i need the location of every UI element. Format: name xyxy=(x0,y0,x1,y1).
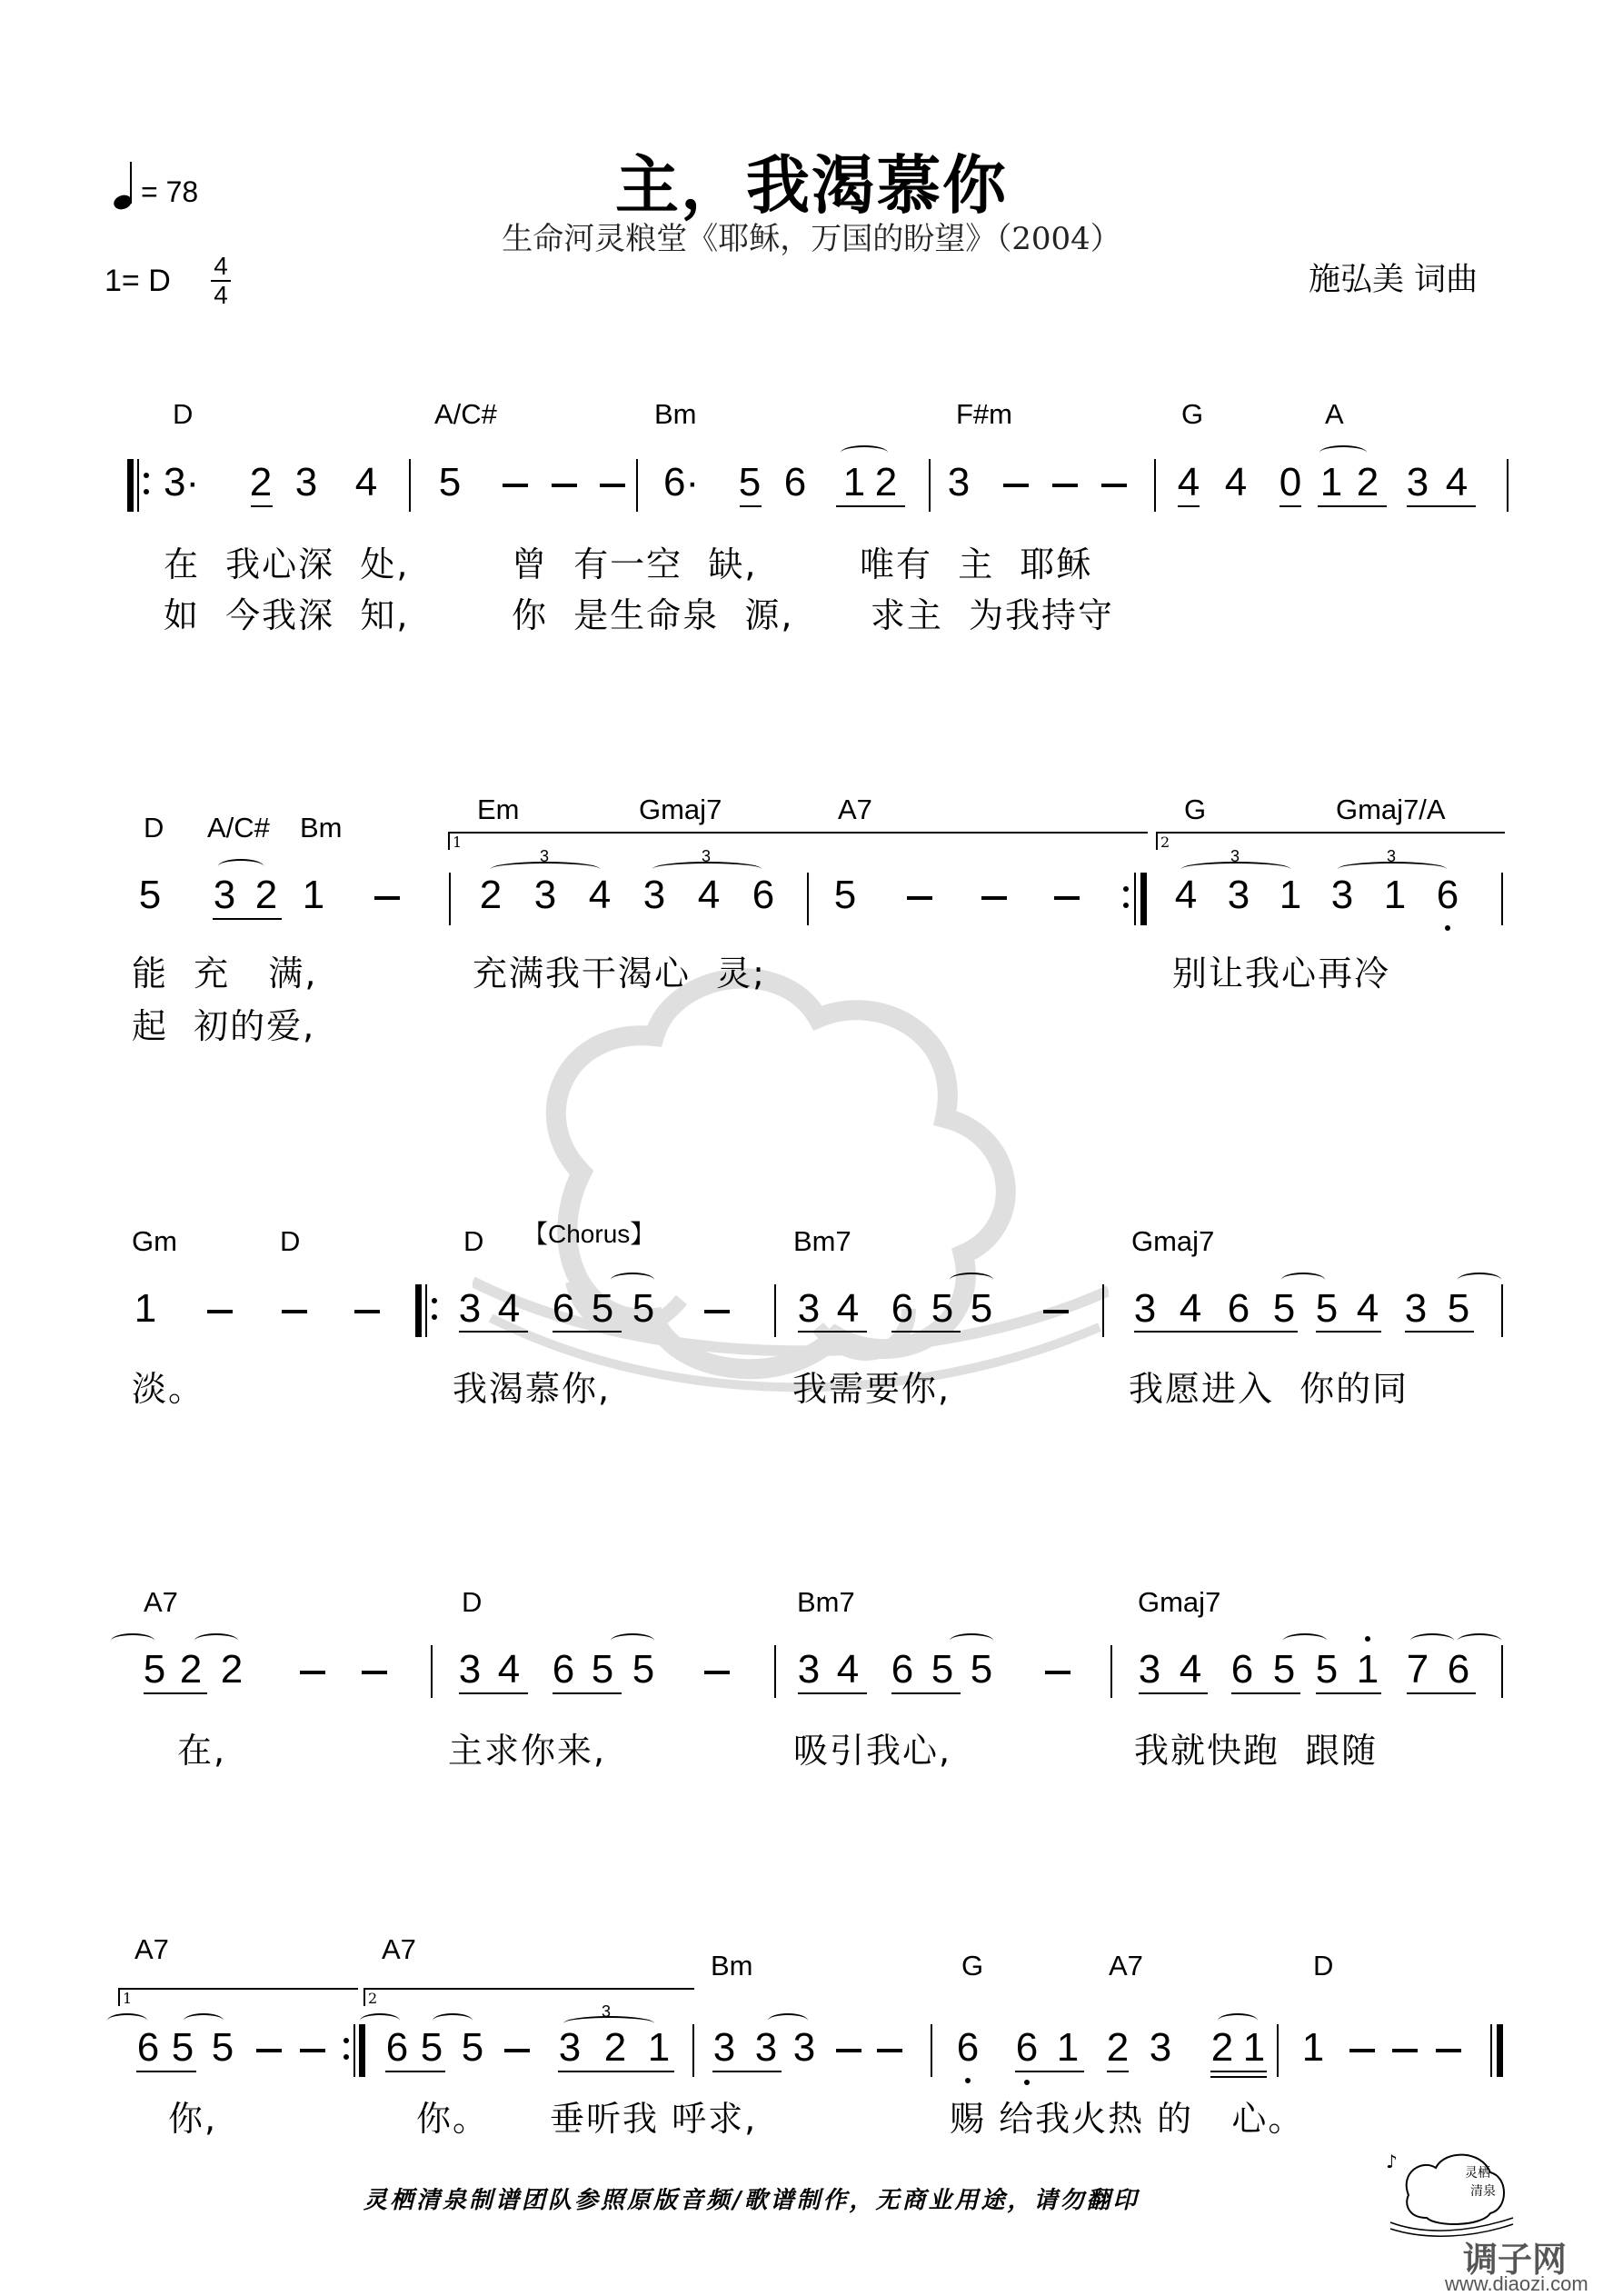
underline xyxy=(1139,1692,1208,1694)
note: 5 xyxy=(591,1286,614,1331)
dash xyxy=(300,2049,325,2052)
chord: D xyxy=(463,1225,484,1257)
note: 3 xyxy=(213,873,236,917)
note: 5 xyxy=(632,1286,655,1331)
note: 2 xyxy=(249,460,273,504)
dash xyxy=(354,1310,380,1313)
underline xyxy=(836,505,905,507)
chord: Bm7 xyxy=(793,1225,851,1257)
tie xyxy=(1281,1273,1325,1287)
chord: A7 xyxy=(134,1933,169,1965)
chord: D xyxy=(462,1586,483,1618)
note: 1 xyxy=(1356,1647,1379,1692)
tie xyxy=(611,1273,654,1287)
chord: G xyxy=(1184,794,1207,825)
time-sig-top: 4 xyxy=(214,252,228,280)
note: 0 xyxy=(1279,460,1302,504)
note: 5 xyxy=(211,2025,234,2070)
note: 3 xyxy=(1227,873,1250,917)
note: 3 xyxy=(642,873,666,917)
chord: Gm xyxy=(132,1225,177,1257)
note: 4 xyxy=(1177,460,1200,504)
svg-text:清泉: 清泉 xyxy=(1470,2184,1496,2199)
note: 5 xyxy=(591,1647,614,1692)
underline xyxy=(1231,1692,1300,1694)
note: 2 xyxy=(179,1647,203,1692)
note: 6 xyxy=(552,1286,575,1331)
underline xyxy=(891,1692,961,1694)
note: 2 xyxy=(1210,2025,1234,2070)
note: 5 xyxy=(738,460,762,504)
note: 1 xyxy=(647,2025,671,2070)
underline xyxy=(1210,2076,1267,2078)
barline xyxy=(774,1284,776,1337)
chord: A7 xyxy=(1109,1950,1143,1982)
note: 3 xyxy=(947,460,971,504)
barline xyxy=(409,459,411,512)
note: 1 xyxy=(1383,873,1407,917)
dash xyxy=(207,1310,233,1313)
underline xyxy=(712,2071,782,2072)
repeat-dots xyxy=(144,473,149,494)
dash xyxy=(600,484,625,487)
underline xyxy=(144,1692,207,1694)
note: 3· xyxy=(164,460,200,504)
note: 1 xyxy=(1319,460,1343,504)
note: 3 xyxy=(797,1286,821,1331)
lyrics-verse1: 在 我心深 处, 曾 有一空 缺, 唯有 主 耶稣 xyxy=(164,544,1093,584)
chord: Gmaj7 xyxy=(639,794,722,825)
chord: D xyxy=(144,812,164,844)
underline xyxy=(1407,505,1476,507)
note: 5 xyxy=(931,1647,954,1692)
dash xyxy=(1101,484,1127,487)
note: 5 xyxy=(632,1647,655,1692)
barline xyxy=(1154,459,1156,512)
sheep-logo-icon xyxy=(1381,2141,1518,2241)
author-credit: 施弘美 词曲 xyxy=(1309,262,1479,298)
underline xyxy=(798,1692,867,1694)
note: 1 xyxy=(1301,2025,1325,2070)
barline xyxy=(1134,873,1136,925)
chord: D xyxy=(173,398,194,430)
svg-text:灵栖: 灵栖 xyxy=(1465,2166,1490,2181)
volta-number: 1 xyxy=(453,834,463,851)
dash xyxy=(836,2049,861,2052)
site-watermark-url: www.diaozi.com xyxy=(1445,2272,1588,2295)
dash xyxy=(503,484,528,487)
lyrics-a: 淡。 xyxy=(132,1369,205,1409)
tie xyxy=(1458,1273,1501,1287)
note: 6 xyxy=(385,2025,409,2070)
note: 3 xyxy=(1404,1286,1428,1331)
chord: A7 xyxy=(838,794,872,825)
tie xyxy=(194,1633,238,1648)
note: 5 xyxy=(1315,1647,1339,1692)
note: 5 xyxy=(931,1286,954,1331)
lyrics-c: 我需要你, xyxy=(792,1369,951,1409)
underline xyxy=(251,505,273,507)
note: 6 xyxy=(1227,1286,1250,1331)
note: 4 xyxy=(497,1647,521,1692)
note: 5 xyxy=(438,460,462,504)
note: 3 xyxy=(1406,460,1429,504)
note: 6 xyxy=(1015,2025,1039,2070)
album-subtitle: 生命河灵粮堂《耶稣，万国的盼望》（2004） xyxy=(502,221,1121,257)
triplet-number: 3 xyxy=(702,847,712,865)
volta-1-bracket xyxy=(448,832,1148,850)
note: 2 xyxy=(874,460,898,504)
barline xyxy=(1277,2024,1279,2077)
lower-octave-dot xyxy=(1445,925,1450,931)
dash xyxy=(256,2049,282,2052)
dash xyxy=(282,1310,307,1313)
chorus-section-label: 【Chorus】 xyxy=(523,1220,656,1248)
dash xyxy=(1043,1310,1069,1313)
repeat-start-barline xyxy=(415,1284,422,1337)
underline xyxy=(459,1331,528,1333)
dash xyxy=(300,1671,325,1674)
lyrics-verse2: 起 初的爱, xyxy=(132,1006,316,1046)
dash xyxy=(1003,484,1029,487)
dash xyxy=(1054,896,1080,900)
repeat-dots xyxy=(344,2038,349,2060)
underline xyxy=(891,1331,961,1333)
barline xyxy=(425,1284,427,1337)
underline xyxy=(1407,1692,1476,1694)
note: 3 xyxy=(294,460,318,504)
note: 3 xyxy=(533,873,557,917)
volta-2-bracket xyxy=(363,1988,694,2006)
note: 2 xyxy=(479,873,503,917)
volta-number: 1 xyxy=(123,1990,133,2007)
underline xyxy=(136,2071,196,2072)
underline xyxy=(553,1331,622,1333)
repeat-end-barline xyxy=(359,2024,365,2077)
note: 6 xyxy=(752,873,775,917)
note: 5 xyxy=(833,873,857,917)
triplet-number: 3 xyxy=(1387,847,1397,865)
tie xyxy=(950,1273,993,1287)
triplet-number: 3 xyxy=(540,847,550,865)
site-watermark-name: 调子网 xyxy=(1463,2240,1568,2280)
repeat-dots xyxy=(432,1298,437,1320)
underline xyxy=(459,1692,528,1694)
note: 4 xyxy=(1445,460,1469,504)
dash xyxy=(1349,2049,1375,2052)
underline xyxy=(1134,1331,1298,1333)
chord: Bm xyxy=(300,812,343,844)
dash xyxy=(907,896,932,900)
lyrics-verse1-c: 别让我心再冷 xyxy=(1172,953,1391,993)
barline xyxy=(353,2024,355,2077)
note: 5 xyxy=(143,1647,166,1692)
note: 2 xyxy=(254,873,278,917)
barline xyxy=(1110,1645,1112,1698)
barline xyxy=(1490,2024,1492,2077)
note: 6 xyxy=(956,2025,980,2070)
note: 1 xyxy=(302,873,325,917)
barline xyxy=(931,2024,932,2077)
note: 4 xyxy=(836,1286,860,1331)
note: 3 xyxy=(792,2025,816,2070)
lower-octave-dot xyxy=(965,2078,971,2083)
dash xyxy=(981,896,1007,900)
underline xyxy=(1015,2071,1084,2072)
note: 3 xyxy=(458,1647,482,1692)
note: 6 xyxy=(1230,1647,1254,1692)
lyrics-d: 我就快跑 跟随 xyxy=(1134,1731,1379,1771)
note: 3 xyxy=(797,1647,821,1692)
note: 1 xyxy=(134,1286,157,1331)
barline xyxy=(1507,459,1508,512)
note: 6 xyxy=(891,1647,914,1692)
barline xyxy=(774,1645,776,1698)
dash xyxy=(374,896,400,900)
note: 6 xyxy=(1436,873,1459,917)
lyrics-verse1-a: 能 充 满, xyxy=(132,953,318,993)
note: 6 xyxy=(552,1647,575,1692)
chord: Em xyxy=(477,794,520,825)
chord: G xyxy=(961,1950,984,1982)
underline xyxy=(1316,1692,1381,1694)
lyrics-c: 垂听我 呼求, xyxy=(550,2099,758,2139)
song-title: 主，我渴慕你 xyxy=(615,148,1008,223)
repeat-dots xyxy=(1123,886,1129,908)
note: 4 xyxy=(354,460,378,504)
note: 4 xyxy=(1179,1286,1202,1331)
note: 2 xyxy=(1356,460,1379,504)
note: 1 xyxy=(1279,873,1302,917)
tie xyxy=(1410,1633,1454,1648)
chord: Bm7 xyxy=(797,1586,855,1618)
note: 5 xyxy=(1315,1286,1339,1331)
chord: F#m xyxy=(956,398,1012,430)
chord: Gmaj7 xyxy=(1131,1225,1215,1257)
underline xyxy=(558,2071,674,2072)
tie xyxy=(1458,1633,1501,1648)
slur xyxy=(841,445,888,460)
note: 3 xyxy=(458,1286,482,1331)
barline xyxy=(807,873,809,925)
barline xyxy=(1102,1284,1104,1337)
chord: A7 xyxy=(144,1586,178,1618)
underline xyxy=(798,1331,867,1333)
dash xyxy=(362,1671,387,1674)
slur xyxy=(218,859,264,873)
underline xyxy=(1318,505,1387,507)
lyrics-b: 主求你来, xyxy=(448,1731,607,1771)
note: 4 xyxy=(697,873,721,917)
tempo-value: = 78 xyxy=(141,175,199,208)
lyrics-b: 我渴慕你, xyxy=(453,1369,612,1409)
chord: Gmaj7/A xyxy=(1336,794,1446,825)
dash xyxy=(1436,2049,1461,2052)
note: 6 xyxy=(891,1286,914,1331)
triplet-number: 3 xyxy=(1230,847,1240,865)
lyrics-b: 你。 xyxy=(416,2099,490,2139)
lyrics-d: 我愿进入 你的同 xyxy=(1129,1369,1409,1409)
note: 6 xyxy=(1447,1647,1470,1692)
time-sig-bottom: 4 xyxy=(214,281,228,309)
dash xyxy=(552,484,577,487)
chord: A/C# xyxy=(434,398,497,430)
final-barline xyxy=(1497,2024,1503,2077)
barline xyxy=(1501,873,1503,925)
chord: A xyxy=(1325,398,1344,430)
note: 5 xyxy=(1272,1286,1296,1331)
slur xyxy=(1319,445,1367,460)
dash xyxy=(704,1310,730,1313)
lyrics-verse2: 如 今我深 知, 你 是生命泉 源, 求主 为我持守 xyxy=(164,595,1115,635)
barline xyxy=(137,459,139,512)
lyrics-d: 赐 给我火热 的 心。 xyxy=(950,2099,1305,2139)
chord: Bm xyxy=(711,1950,753,1982)
barline xyxy=(431,1645,433,1698)
volta-2-bracket xyxy=(1156,832,1505,850)
barline xyxy=(929,459,931,512)
note: 3 xyxy=(1133,1286,1157,1331)
underline xyxy=(1107,2071,1129,2072)
barline xyxy=(1501,1645,1503,1698)
chord: D xyxy=(1313,1950,1334,1982)
note: 5 xyxy=(970,1286,993,1331)
lower-octave-dot xyxy=(1024,2080,1030,2085)
dash xyxy=(1045,1671,1070,1674)
underline xyxy=(740,505,762,507)
key-signature: 1= D xyxy=(105,264,171,298)
upper-octave-dot xyxy=(1365,1636,1370,1642)
barline xyxy=(636,459,638,512)
note: 3 xyxy=(712,2025,736,2070)
note: 5 xyxy=(1272,1647,1296,1692)
dash xyxy=(877,2049,902,2052)
note: 6 xyxy=(136,2025,160,2070)
tie xyxy=(1283,1633,1327,1648)
note: 4 xyxy=(588,873,612,917)
volta-1-bracket xyxy=(118,1988,358,2006)
note: 5 xyxy=(461,2025,484,2070)
note: 5 xyxy=(420,2025,443,2070)
underline xyxy=(1316,1331,1381,1333)
volta-number: 2 xyxy=(368,1990,378,2007)
chord: G xyxy=(1181,398,1204,430)
tie xyxy=(950,1633,993,1648)
copyright-credit: 灵栖清泉制谱团队参照原版音频/歌谱制作，无商业用途，请勿翻印 xyxy=(363,2187,1140,2214)
chord: D xyxy=(280,1225,301,1257)
underline xyxy=(213,918,282,920)
note: 4 xyxy=(1356,1286,1379,1331)
note: 3 xyxy=(1149,2025,1172,2070)
barline xyxy=(1501,1284,1503,1337)
repeat-end-barline xyxy=(1140,873,1147,925)
lyrics-verse1-b: 充满我干渴心 灵; xyxy=(473,953,766,993)
note: 1 xyxy=(842,460,866,504)
underline xyxy=(385,2071,445,2072)
note: 5 xyxy=(970,1647,993,1692)
lyrics-c: 吸引我心, xyxy=(793,1731,952,1771)
tie xyxy=(111,1633,154,1648)
note: 1 xyxy=(1242,2025,1266,2070)
lyrics-a: 在, xyxy=(177,1731,227,1771)
note: 5 xyxy=(138,873,162,917)
note: 4 xyxy=(836,1647,860,1692)
underline xyxy=(1279,505,1301,507)
note: 7 xyxy=(1406,1647,1429,1692)
note: 4 xyxy=(1179,1647,1202,1692)
chord: A7 xyxy=(382,1933,416,1965)
note: 2 xyxy=(220,1647,244,1692)
barline xyxy=(692,2024,694,2077)
barline xyxy=(449,873,451,925)
quarter-note-icon xyxy=(114,164,134,209)
volta-number: 2 xyxy=(1160,834,1170,851)
note: 4 xyxy=(1174,873,1198,917)
time-signature xyxy=(211,253,231,309)
note: 3 xyxy=(754,2025,778,2070)
dash xyxy=(1052,484,1078,487)
lyrics-a: 你, xyxy=(168,2099,218,2139)
note: 2 xyxy=(1106,2025,1130,2070)
tie xyxy=(611,1633,654,1648)
note: 6 xyxy=(783,460,807,504)
tempo-marking xyxy=(114,164,198,209)
dash xyxy=(704,1671,730,1674)
triplet-number: 3 xyxy=(602,2002,612,2021)
dash xyxy=(504,2049,530,2052)
underline xyxy=(1178,505,1200,507)
chord: Bm xyxy=(654,398,697,430)
note: 2 xyxy=(603,2025,627,2070)
note: 4 xyxy=(1224,460,1248,504)
dash xyxy=(1392,2049,1418,2052)
note: 3 xyxy=(1138,1647,1161,1692)
chord: A/C# xyxy=(207,812,270,844)
note: 4 xyxy=(497,1286,521,1331)
note: 5 xyxy=(1447,1286,1470,1331)
note: 3 xyxy=(558,2025,582,2070)
chord: Gmaj7 xyxy=(1138,1586,1221,1618)
repeat-start-barline xyxy=(127,459,134,512)
underline xyxy=(1405,1331,1474,1333)
note: 1 xyxy=(1056,2025,1080,2070)
note: 5 xyxy=(171,2025,194,2070)
underline xyxy=(1210,2071,1267,2072)
note: 6· xyxy=(663,460,700,504)
svg-text:♪: ♪ xyxy=(1386,2151,1398,2172)
underline xyxy=(553,1692,622,1694)
note: 3 xyxy=(1330,873,1354,917)
